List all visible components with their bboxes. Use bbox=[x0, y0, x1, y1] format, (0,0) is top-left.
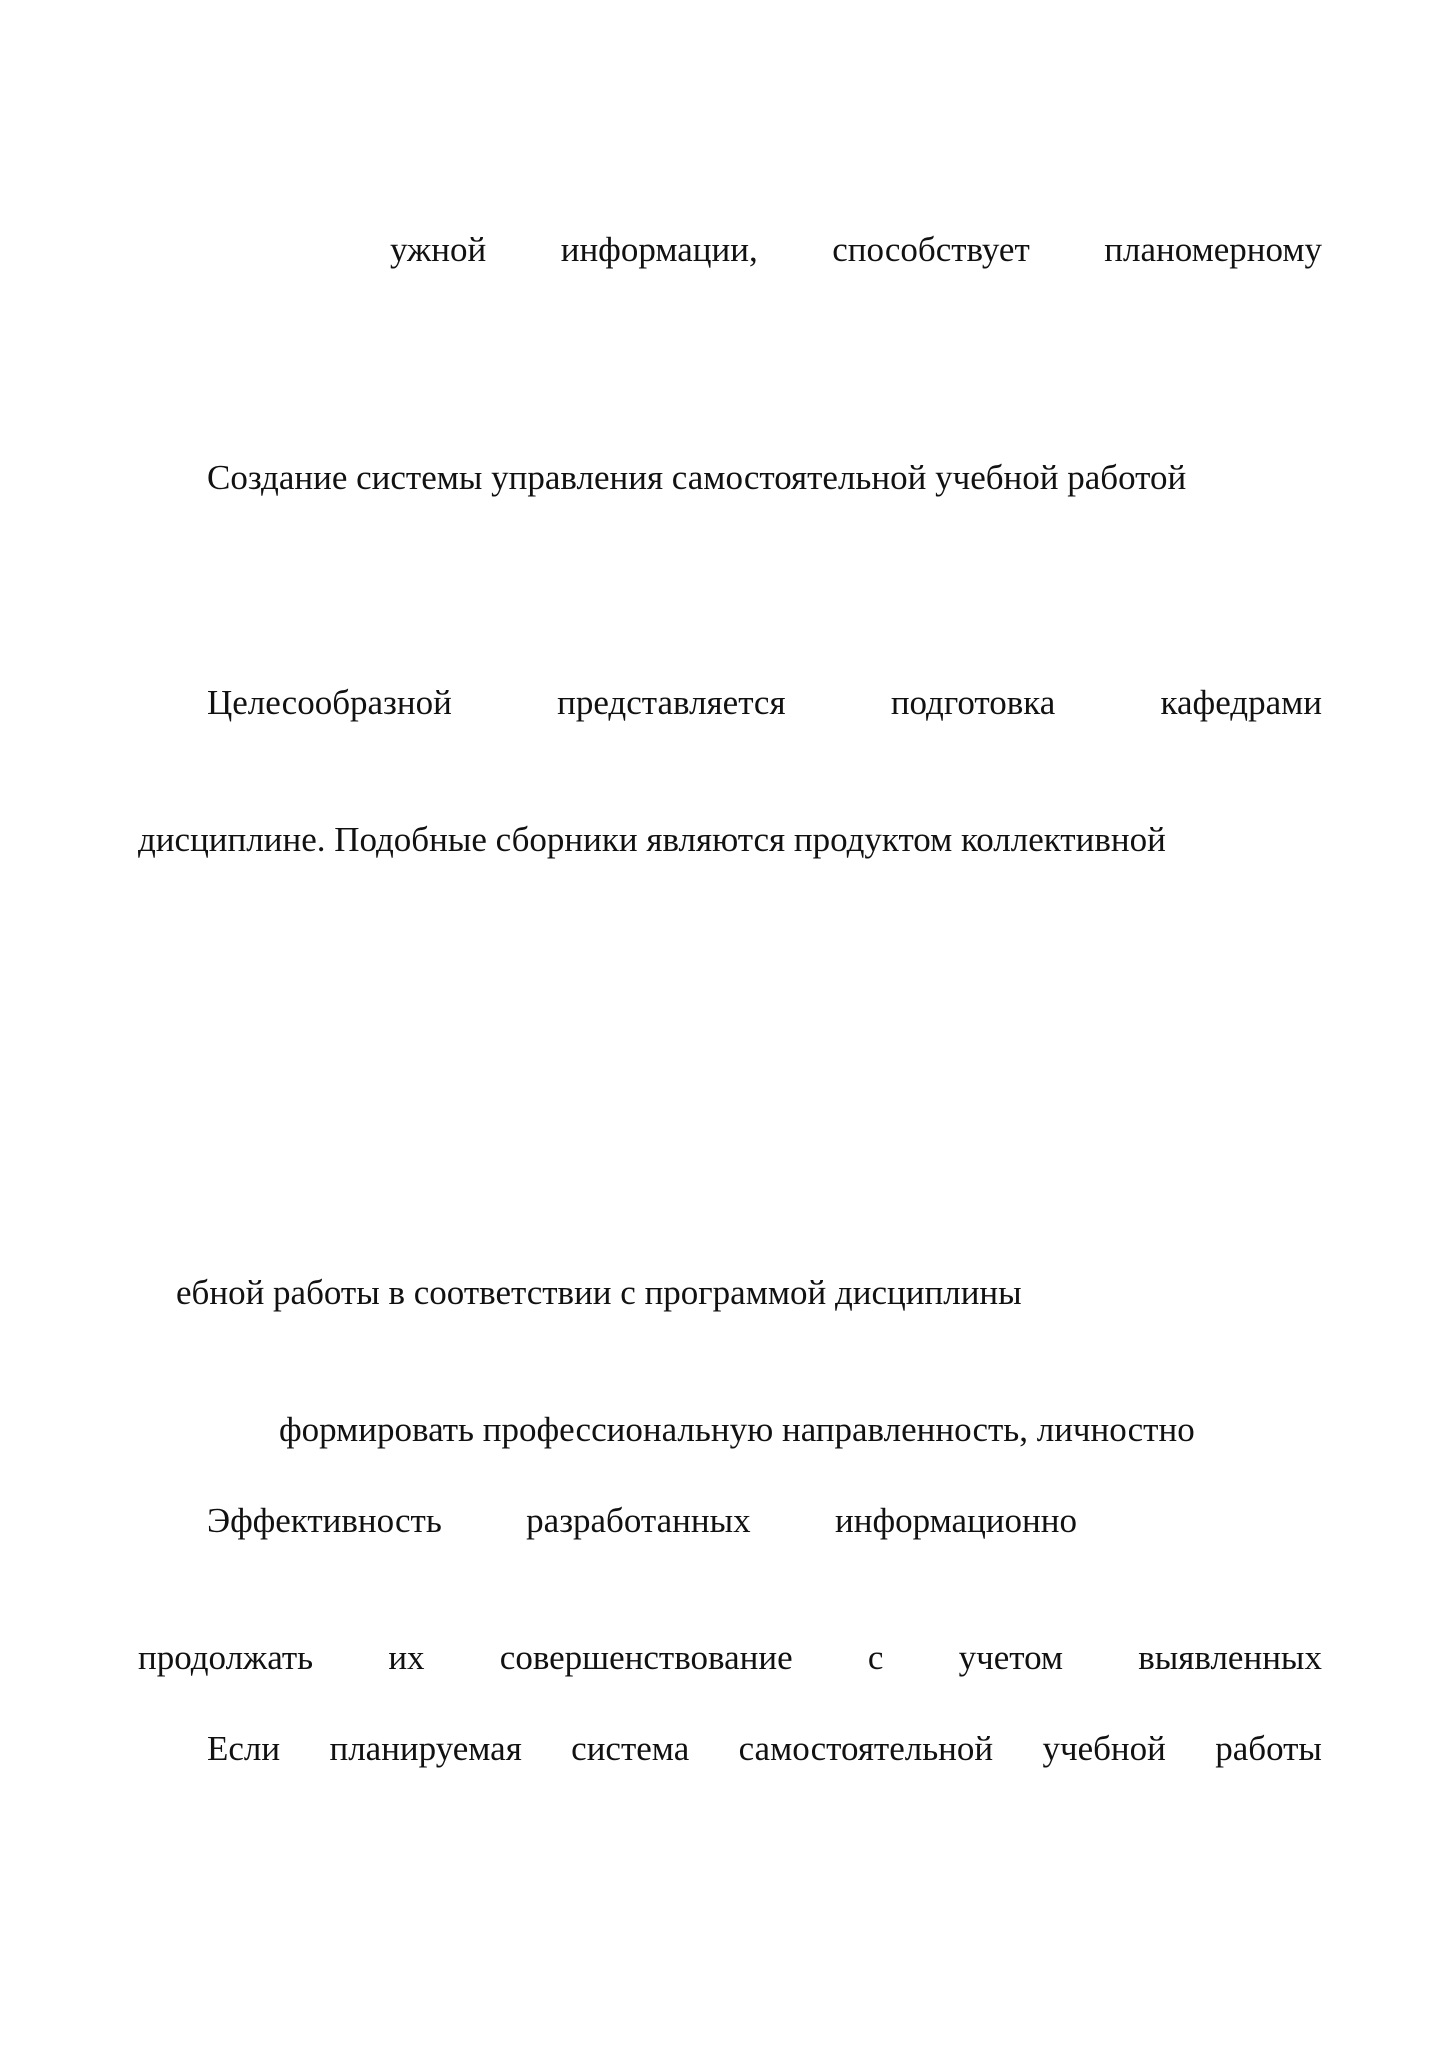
word: информационно bbox=[835, 1501, 1077, 1540]
word: способствует bbox=[832, 230, 1030, 269]
word: информации, bbox=[560, 230, 758, 269]
word: учетом bbox=[958, 1638, 1064, 1677]
word: с bbox=[867, 1638, 884, 1677]
word: планируемая bbox=[329, 1729, 522, 1768]
text-line-6: формировать профессиональную направленность, личностно bbox=[279, 1410, 1195, 1449]
text-line-1 bbox=[390, 228, 1322, 272]
word: самостоятельной bbox=[738, 1729, 994, 1768]
word: представляется bbox=[557, 683, 786, 722]
text-line-5: ебной работы в соответствии с программой дисциплины bbox=[176, 1273, 1022, 1312]
text-line-3 bbox=[207, 681, 1322, 725]
word: разработанных bbox=[526, 1501, 751, 1540]
word: подготовка bbox=[890, 683, 1056, 722]
word: планомерному bbox=[1104, 230, 1322, 269]
word: кафедрами bbox=[1160, 683, 1322, 722]
word: система bbox=[571, 1729, 690, 1768]
text-line-9 bbox=[207, 1727, 1322, 1771]
word: учебной bbox=[1042, 1729, 1166, 1768]
text-line-8 bbox=[138, 1636, 1322, 1680]
text-line-7 bbox=[207, 1499, 1077, 1543]
word: Целесообразной bbox=[207, 683, 452, 722]
word: продолжать bbox=[138, 1638, 314, 1677]
text-line-4: дисциплине. Подобные сборники являются продуктом коллективной bbox=[138, 820, 1166, 859]
word: Эффективность bbox=[207, 1501, 442, 1540]
word: совершенствование bbox=[499, 1638, 793, 1677]
word: выявленных bbox=[1138, 1638, 1322, 1677]
word: их bbox=[388, 1638, 425, 1677]
word: ужной bbox=[390, 230, 487, 269]
text-line-2: Создание системы управления самостоятельной учебной работой bbox=[207, 458, 1187, 497]
word: Если bbox=[207, 1729, 281, 1768]
word: работы bbox=[1215, 1729, 1322, 1768]
